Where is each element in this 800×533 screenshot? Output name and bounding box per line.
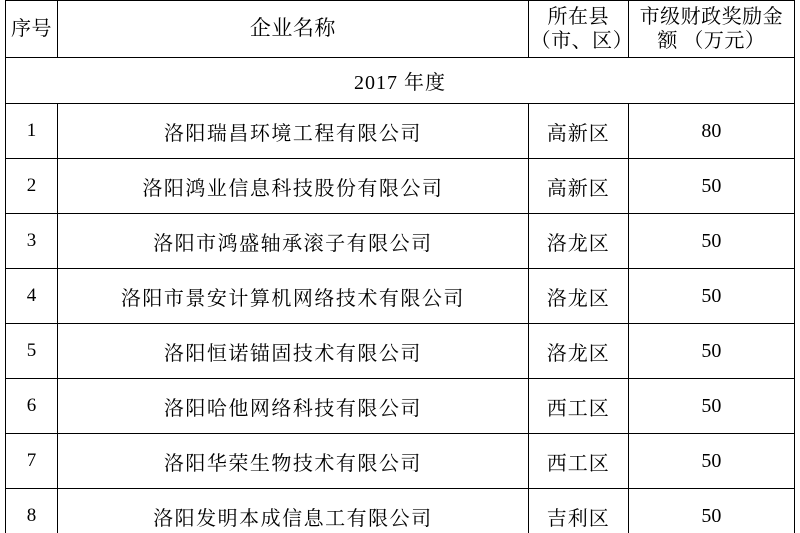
table-row <box>6 159 795 214</box>
table-row <box>6 214 795 269</box>
section-title: 2017 年度 <box>6 58 795 104</box>
cell-name: 洛阳发明本成信息工有限公司 <box>58 489 529 533</box>
cell-amount: 80 <box>628 104 794 159</box>
column-header-seq: 序号 <box>6 1 58 58</box>
table-header <box>6 1 795 58</box>
cell-amount: 50 <box>628 489 794 533</box>
cell-county: 西工区 <box>528 434 628 489</box>
table-header-row <box>6 1 795 58</box>
cell-name: 洛阳市鸿盛轴承滚子有限公司 <box>58 214 529 269</box>
cell-county: 高新区 <box>528 104 628 159</box>
cell-amount: 50 <box>628 324 794 379</box>
cell-name: 洛阳瑞昌环境工程有限公司 <box>58 104 529 159</box>
cell-name: 洛阳恒诺锚固技术有限公司 <box>58 324 529 379</box>
cell-seq: 6 <box>6 379 58 434</box>
cell-county: 西工区 <box>528 379 628 434</box>
reward-table <box>5 0 795 533</box>
cell-amount: 50 <box>628 214 794 269</box>
table-row <box>6 489 795 533</box>
cell-seq: 5 <box>6 324 58 379</box>
cell-county: 洛龙区 <box>528 214 628 269</box>
cell-seq: 4 <box>6 269 58 324</box>
cell-seq: 1 <box>6 104 58 159</box>
cell-amount: 50 <box>628 434 794 489</box>
cell-name: 洛阳市景安计算机网络技术有限公司 <box>58 269 529 324</box>
table-row <box>6 379 795 434</box>
cell-county: 洛龙区 <box>528 269 628 324</box>
cell-seq: 8 <box>6 489 58 533</box>
column-header-amount: 市级财政奖励金额 （万元） <box>628 1 794 58</box>
column-header-county: 所在县（市、区） <box>528 1 628 58</box>
cell-name: 洛阳哈他网络科技有限公司 <box>58 379 529 434</box>
section-title-row <box>6 58 795 104</box>
table-row <box>6 269 795 324</box>
cell-seq: 7 <box>6 434 58 489</box>
cell-seq: 2 <box>6 159 58 214</box>
cell-seq: 3 <box>6 214 58 269</box>
column-header-name: 企业名称 <box>58 1 529 58</box>
table-row <box>6 104 795 159</box>
cell-county: 洛龙区 <box>528 324 628 379</box>
cell-county: 高新区 <box>528 159 628 214</box>
table-body <box>6 58 795 533</box>
cell-county: 吉利区 <box>528 489 628 533</box>
cell-name: 洛阳华荣生物技术有限公司 <box>58 434 529 489</box>
table-row <box>6 324 795 379</box>
cell-name: 洛阳鸿业信息科技股份有限公司 <box>58 159 529 214</box>
cell-amount: 50 <box>628 379 794 434</box>
cell-amount: 50 <box>628 269 794 324</box>
cell-amount: 50 <box>628 159 794 214</box>
table-row <box>6 434 795 489</box>
